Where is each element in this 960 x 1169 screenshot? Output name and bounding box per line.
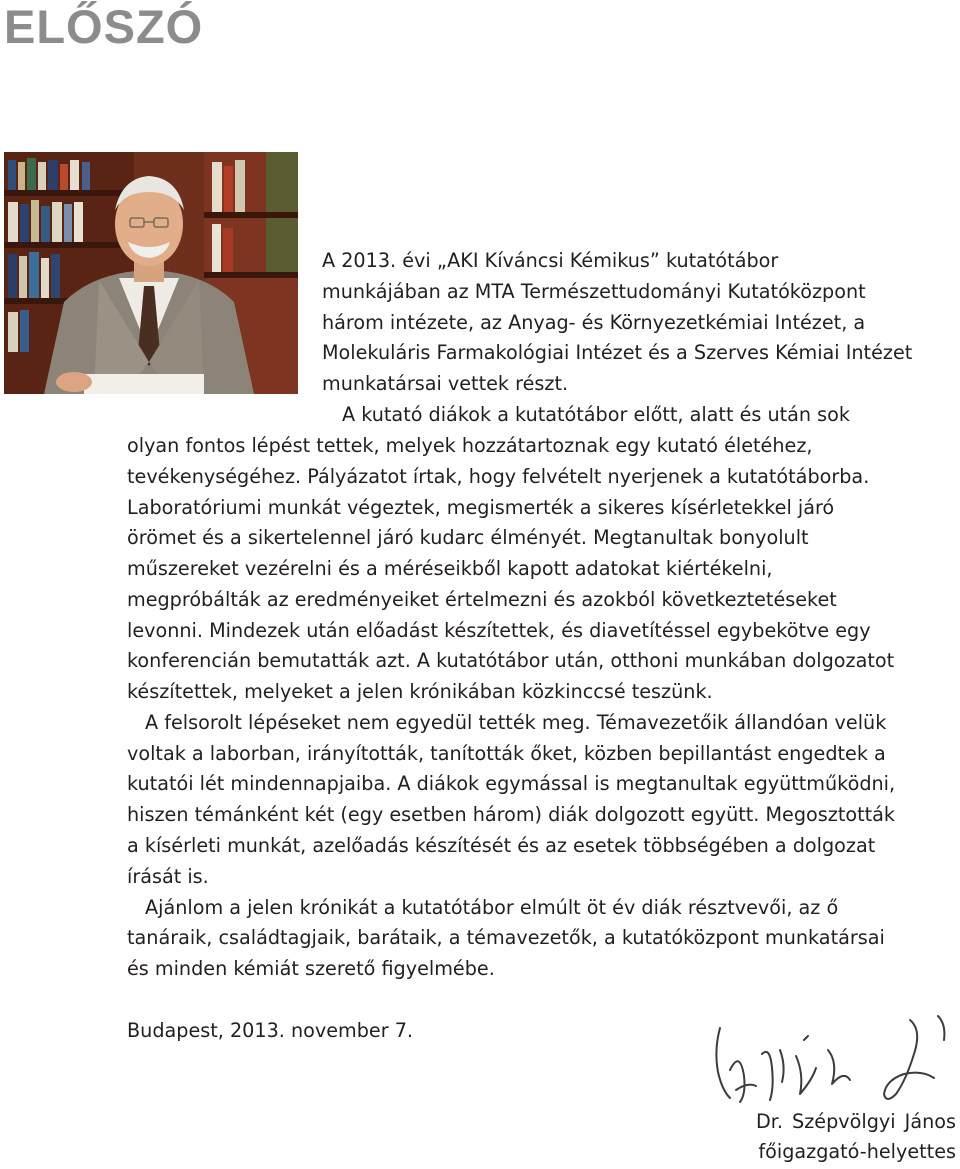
text-line: tanáraik, családtagjaik, barátaik, a témavezetők, a kutatóközpont munkatársai (127, 926, 885, 949)
text-line: Molekuláris Farmakológiai Intézet és a Szerves Kémiai Intézet (322, 341, 913, 364)
text-line: munkatársai vettek részt. (322, 372, 569, 395)
text-line: kutatói lét mindennapjaiba. A diákok egymással is megtanultak együttműködni, (127, 772, 896, 795)
text-line: Laboratóriumi munkát végeztek, megismerték a sikeres kísérletekkel járó (127, 496, 835, 519)
signatory-name: Dr. Szépvölgyi János (755, 1110, 956, 1133)
text-line: A felsorolt lépéseket nem egyedül tették meg. Témavezetőik állandóan velük (145, 711, 887, 734)
text-line: műszereket vezérelni és a méréseikből kapott adatokat kiértékelni, (127, 557, 773, 580)
text-line: készítettek, melyeket a jelen krónikában közkinccsé teszünk. (127, 680, 713, 703)
text-line: voltak a laborban, irányították, tanították őket, közben bepillantást engedtek a (127, 742, 886, 765)
text-line: hiszen témánként két (egy esetben három) diák dolgozott együtt. Megosztották (127, 803, 896, 826)
text-line: munkájában az MTA Természettudományi Kutatóközpont (322, 280, 866, 303)
signatory-role: főigazgató-helyettes (758, 1140, 956, 1163)
text-line: három intézete, az Anyag- és Környezetkémiai Intézet, a (322, 311, 866, 334)
text-line: konferencián bemutatták azt. A kutatótábor után, otthoni munkában dolgozatot (127, 649, 895, 672)
portrait-photo (4, 152, 298, 394)
page-title: ELŐSZÓ (4, 0, 204, 53)
text-line: és minden kémiát szerető figyelmébe. (127, 957, 495, 980)
text-line: levonni. Mindezek után előadást készítettek, és diavetítéssel egybekötve egy (127, 619, 871, 642)
handwritten-signature (700, 1010, 960, 1110)
text-line: Ajánlom a jelen krónikát a kutatótábor elmúlt öt év diák résztvevői, az ő (145, 896, 839, 919)
text-line: írását is. (127, 865, 209, 888)
text-line: A kutató diákok a kutatótábor előtt, alatt és után sok (342, 403, 851, 426)
text-line: olyan fontos lépést tettek, melyek hozzátartoznak egy kutató életéhez, (127, 434, 813, 457)
text-line: tevékenységéhez. Pályázatot írtak, hogy felvételt nyerjenek a kutatótáborba. (127, 465, 870, 488)
text-line: A 2013. évi „AKI Kíváncsi Kémikus” kutatótábor (322, 249, 779, 272)
text-line: örömet és a sikertelennel járó kudarc élményét. Megtanultak bonyolult (127, 526, 809, 549)
text-line: a kísérleti munkát, azelőadás készítését és az esetek többségében a dolgozat (127, 834, 876, 857)
text-line: megpróbálták az eredményeiket értelmezni és azokból következtetéseket (127, 588, 837, 611)
place-date: Budapest, 2013. november 7. (127, 1019, 414, 1042)
